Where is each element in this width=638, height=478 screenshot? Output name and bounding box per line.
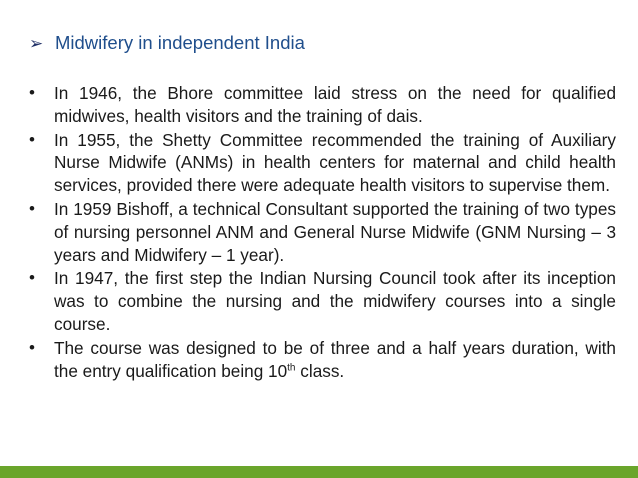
bullet-text: In 1946, the Bhore committee laid stress on the need for qualified midwives, health visitors and the training of dais. — [54, 83, 616, 126]
slide-heading — [29, 31, 305, 56]
bullet-text: In 1955, the Shetty Committee recommended the training of Auxiliary Nurse Midwife (ANMs) in health centers for maternal and child health services, provided there were adequate health visitors to supervise them. — [54, 129, 616, 196]
bullet-item — [26, 267, 616, 335]
bullet-dot-icon: • — [29, 337, 35, 357]
superscript-text: th — [287, 361, 296, 373]
bullet-item — [26, 337, 616, 383]
bullet-dot-icon: • — [29, 198, 35, 218]
bullet-item — [26, 129, 616, 197]
footer-bar — [0, 466, 638, 478]
bullet-text — [54, 338, 616, 381]
bullet-item — [26, 198, 616, 266]
bullet-text-before: The course was designed to be of three and a half years duration, with the entry qualification being 10 — [54, 337, 616, 381]
arrow-bullet-icon: ➢ — [29, 34, 44, 53]
bullet-text-after: class. — [295, 360, 345, 381]
bullet-item — [26, 82, 616, 128]
bullet-text: In 1959 Bishoff, a technical Consultant supported the training of two types of nursing personnel ANM and General Nurse Midwife (GNM Nursing – 3 years and Midwifery – 1 year). — [54, 198, 616, 265]
bullet-text: In 1947, the first step the Indian Nursing Council took after its inception was to combine the nursing and the midwifery courses into a single course. — [54, 268, 616, 334]
bullet-list — [26, 82, 616, 383]
bullet-dot-icon: • — [29, 129, 35, 149]
bullet-dot-icon: • — [29, 83, 35, 102]
heading-text: Midwifery in independent India — [55, 32, 305, 53]
bullet-dot-icon: • — [29, 268, 35, 288]
